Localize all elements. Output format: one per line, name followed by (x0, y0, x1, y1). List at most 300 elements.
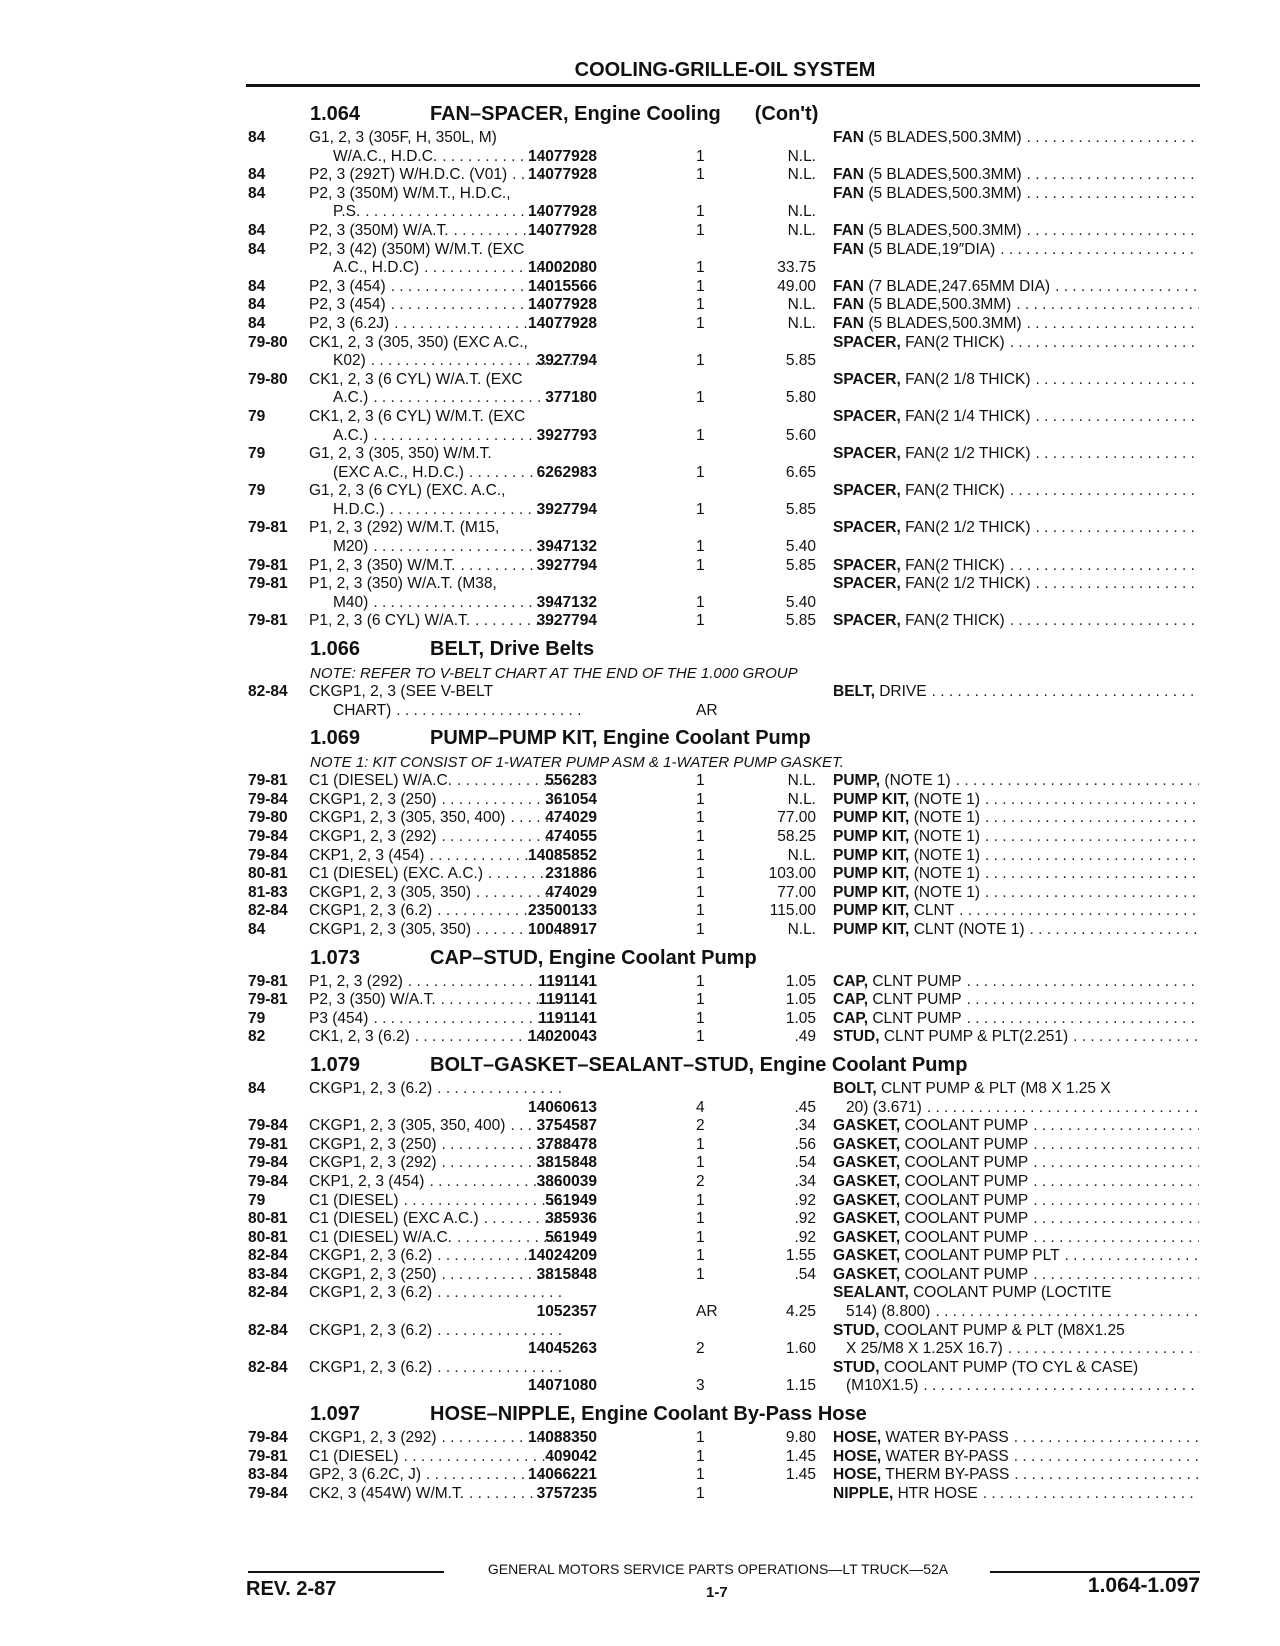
description-detail: COOLANT PUMP (904, 1135, 1029, 1153)
part-row (248, 1448, 1200, 1467)
section-range: 1.064-1.097 (1087, 1574, 1200, 1597)
part-number: 561949 (545, 1191, 597, 1209)
description (833, 1136, 1199, 1155)
description-line-text (833, 1359, 1138, 1378)
model-years: 82-84 (248, 1284, 288, 1302)
dot-leader (1028, 1136, 1199, 1155)
part-row (248, 902, 1200, 921)
dot-leader (1028, 1266, 1199, 1285)
description-detail: COOLANT PUMP & PLT (M8X1.25 (883, 1321, 1125, 1339)
description-line (833, 1340, 1199, 1359)
part-row (248, 991, 1200, 1010)
application-line-text: CKGP1, 2, 3 (6.2) (309, 1321, 433, 1339)
part-number: 385936 (545, 1210, 597, 1228)
part-number: 556283 (545, 772, 597, 790)
description-detail: (NOTE 1) (913, 809, 980, 827)
section-title-text: FAN–SPACER, Engine Cooling (430, 103, 721, 125)
description-detail: COOLANT PUMP (904, 1210, 1029, 1228)
application-line-text: P2, 3 (292T) W/H.D.C. (V01) (309, 166, 508, 184)
description (833, 683, 1199, 702)
dot-leader (403, 973, 561, 992)
application-line-text: C1 (DIESEL) W/A.C. (309, 1228, 452, 1246)
part-number: 14045263 (528, 1340, 597, 1358)
model-years: 81-83 (248, 883, 288, 901)
part-name: SPACER, (833, 333, 901, 351)
description-line-text (846, 1377, 918, 1396)
part-name: GASKET, (833, 1154, 901, 1172)
part-row (248, 828, 1200, 847)
description-line (833, 315, 1199, 334)
application-line-text: CKGP1, 2, 3 (292) (309, 828, 437, 845)
description-detail: CLNT PUMP (872, 1009, 962, 1027)
model-years: 84 (248, 166, 266, 184)
description-detail: COOLANT PUMP (TO CYL & CASE) (883, 1358, 1139, 1376)
quantity: 1 (696, 772, 705, 790)
quantity: 1 (696, 1191, 705, 1209)
part-row (248, 334, 1200, 371)
part-number: 3927793 (536, 426, 597, 444)
application-line-text: CKGP1, 2, 3 (6.2) (309, 1079, 433, 1097)
description-line-text (846, 1099, 922, 1118)
description-detail: (NOTE 1) (913, 865, 980, 883)
application-line-text: P.S. (333, 203, 361, 221)
model-years: 79-84 (248, 1172, 288, 1190)
description-detail: WATER BY-PASS (885, 1447, 1009, 1465)
description (833, 222, 1199, 241)
description-line-text (833, 973, 962, 992)
part-name: PUMP KIT, (833, 809, 910, 827)
application-line: P2, 3 (42) (350M) W/M.T. (EXC (309, 240, 525, 258)
part-name: STUD, (833, 1321, 880, 1339)
dot-leader (980, 828, 1199, 847)
model-years: 79 (248, 1009, 266, 1027)
description-line (833, 1247, 1199, 1266)
description-detail: WATER BY-PASS (885, 1429, 1009, 1447)
part-row (248, 884, 1200, 903)
model-years: 84 (248, 240, 266, 258)
price: .92 (794, 1191, 816, 1209)
part-row (248, 1229, 1200, 1248)
part-number: 14024209 (528, 1247, 597, 1265)
application-line-text: CKP1, 2, 3 (454) (309, 846, 425, 864)
part-name: BELT, (833, 683, 875, 701)
dot-leader (391, 702, 585, 721)
part-name: SPACER, (833, 370, 901, 388)
quantity: 1 (696, 1154, 705, 1172)
price: 1.15 (785, 1377, 816, 1395)
quantity: 1 (696, 277, 705, 295)
part-number: 474029 (545, 809, 597, 827)
description-line-text (833, 1010, 962, 1029)
description-line (833, 1136, 1199, 1155)
quantity: AR (696, 1303, 718, 1321)
description-line (833, 1429, 1199, 1448)
model-years: 79-81 (248, 575, 288, 593)
section-suffix: (Con't) (754, 103, 819, 125)
footer-publisher: GENERAL MOTORS SERVICE PARTS OPERATIONS—LT TRUCK—52A (487, 1561, 949, 1577)
model-years: 82-84 (248, 902, 288, 920)
description-detail: FAN(2 THICK) (905, 482, 1005, 500)
dot-leader (1028, 1192, 1199, 1211)
application-line: P1, 2, 3 (350) W/A.T. (M38, (309, 575, 497, 593)
description-line-text (833, 847, 980, 866)
dot-leader (1005, 612, 1199, 631)
dot-leader (980, 791, 1199, 810)
page-number: 1-7 (706, 1584, 728, 1601)
part-row (248, 1154, 1200, 1173)
quantity: 1 (696, 920, 705, 938)
application-line: P2, 3 (350M) W/M.T., H.D.C., (309, 184, 511, 202)
dot-leader (1031, 519, 1199, 538)
model-years: 79 (248, 1191, 266, 1209)
part-row (248, 222, 1200, 241)
dot-leader (432, 1284, 561, 1303)
model-years: 79-84 (248, 1429, 288, 1447)
price: 5.60 (785, 426, 816, 444)
dot-leader (980, 865, 1199, 884)
description-detail: COOLANT PUMP (904, 1191, 1029, 1209)
description-line (833, 902, 1199, 921)
part-number: 23500133 (528, 902, 597, 920)
description (833, 1322, 1199, 1359)
price: .54 (794, 1154, 816, 1172)
part-number: 1191141 (538, 991, 597, 1009)
application-line (309, 809, 561, 828)
dot-leader (1009, 1429, 1199, 1448)
model-years: 79-84 (248, 1154, 288, 1172)
part-number: 1052357 (536, 1303, 597, 1321)
description-detail: COOLANT PUMP (904, 1117, 1029, 1135)
application-line (309, 557, 561, 576)
model-years: 79-81 (248, 1135, 288, 1153)
part-row (248, 278, 1200, 297)
price: 103.00 (768, 865, 816, 883)
description-line (833, 129, 1199, 148)
quantity: 1 (696, 790, 705, 808)
quantity: 1 (696, 1135, 705, 1153)
quantity: 1 (696, 1210, 705, 1228)
description-line-text (833, 222, 1022, 241)
part-row (248, 241, 1200, 278)
application-line-text: P3 (454) (309, 1009, 369, 1027)
description-line-text (833, 791, 980, 810)
application-line-text: P2, 3 (454) (309, 296, 386, 314)
description-line-text (833, 809, 980, 828)
application-line (309, 1154, 561, 1173)
quantity: 1 (696, 991, 705, 1009)
dot-leader (995, 241, 1199, 260)
description (833, 1192, 1199, 1211)
part-number: 14015566 (528, 277, 597, 295)
price: .54 (794, 1265, 816, 1283)
part-name: FAN (833, 166, 864, 184)
part-number: 3947132 (536, 538, 597, 556)
description (833, 315, 1199, 334)
application-line-text: A.C.) (333, 389, 369, 407)
application-line (309, 865, 561, 884)
part-name: PUMP KIT, (833, 828, 910, 845)
description-line (833, 482, 1199, 501)
description-line (833, 166, 1199, 185)
description-line-text (833, 371, 1031, 390)
model-years: 79-81 (248, 519, 288, 537)
description (833, 973, 1199, 992)
description-line (833, 1080, 1199, 1099)
part-row (248, 445, 1200, 482)
quantity: 1 (696, 296, 705, 314)
application-line (309, 1485, 561, 1504)
part-name: GASKET, (833, 1210, 901, 1228)
quantity: 1 (696, 500, 705, 518)
part-number: 361054 (545, 790, 597, 808)
description-line (833, 557, 1199, 576)
description (833, 612, 1199, 631)
model-years: 79-84 (248, 828, 288, 845)
description (833, 1466, 1199, 1485)
model-years: 84 (248, 129, 266, 146)
part-number: 409042 (545, 1447, 597, 1465)
description (833, 371, 1199, 390)
footer-rule-right (990, 1571, 1200, 1573)
description (833, 296, 1199, 315)
description-line-text (833, 1210, 1028, 1229)
description-detail: COOLANT PUMP PLT (904, 1247, 1060, 1265)
part-name: PUMP, (833, 772, 881, 790)
quantity: 1 (696, 426, 705, 444)
part-row (248, 1247, 1200, 1266)
model-years: 80-81 (248, 865, 288, 883)
dot-leader (930, 1303, 1199, 1322)
description-detail: (NOTE 1) (913, 828, 980, 845)
description-line-text (833, 1322, 1125, 1341)
dot-leader (399, 1192, 561, 1211)
description-line-text (833, 772, 951, 791)
part-name: CAP, (833, 991, 869, 1009)
model-years: 79-80 (248, 333, 288, 351)
model-years: 79-84 (248, 1117, 288, 1135)
quantity: 1 (696, 883, 705, 901)
description-line-text (833, 445, 1031, 464)
part-row (248, 865, 1200, 884)
description-detail: (5 BLADES,500.3MM) (868, 166, 1022, 184)
price: 58.25 (777, 828, 816, 845)
part-name: SPACER, (833, 482, 901, 500)
description-line-text (833, 278, 1050, 297)
dot-leader (918, 1377, 1199, 1396)
model-years: 79-80 (248, 809, 288, 827)
price: 5.85 (785, 556, 816, 574)
description-detail: (7 BLADE,247.65MM DIA) (868, 277, 1051, 295)
description-line (833, 1210, 1199, 1229)
description-line-text (833, 1485, 978, 1504)
description-line-text (833, 519, 1031, 538)
description-detail: COOLANT PUMP (904, 1265, 1029, 1283)
part-name: PUMP KIT, (833, 865, 910, 883)
part-name: PUMP KIT, (833, 920, 910, 938)
dot-leader (1031, 445, 1199, 464)
section-title-text: CAP–STUD, Engine Coolant Pump (430, 946, 757, 969)
section-heading (248, 1051, 1200, 1080)
description-detail: (5 BLADES,500.3MM) (868, 221, 1022, 239)
part-number: 3815848 (536, 1265, 597, 1283)
dot-leader (1060, 1247, 1199, 1266)
section-number: 1.073 (310, 946, 361, 969)
application-line-text: CKGP1, 2, 3 (305, 350, 400) (309, 1117, 506, 1135)
price: .92 (794, 1210, 816, 1228)
price: 1.05 (785, 1009, 816, 1027)
dot-leader (951, 772, 1199, 791)
description-line-text (833, 1173, 1028, 1192)
quantity: 1 (696, 147, 705, 165)
application-line-text: P2, 3 (350M) W/A.T. (309, 221, 449, 239)
part-number: 14077928 (528, 166, 597, 184)
description (833, 1173, 1199, 1192)
quantity: 1 (696, 972, 705, 990)
application-line-text: P2, 3 (454) (309, 277, 386, 295)
description-detail: HTR HOSE (897, 1484, 978, 1502)
description-detail: FAN(2 1/4 THICK) (905, 407, 1031, 425)
description (833, 1080, 1199, 1117)
description-detail: (NOTE 1) (913, 883, 980, 901)
description-line (833, 809, 1199, 828)
part-number: 3947132 (536, 593, 597, 611)
dot-leader (1031, 575, 1199, 594)
description-line-text (833, 902, 954, 921)
dot-leader (432, 1080, 561, 1099)
application-line (309, 1136, 561, 1155)
price: 5.85 (785, 500, 816, 518)
dot-leader (1028, 1173, 1199, 1192)
part-name: SPACER, (833, 407, 901, 425)
description-line (833, 296, 1199, 315)
part-name: SPACER, (833, 575, 901, 593)
application-line-text: P1, 2, 3 (6 CYL) W/A.T. (309, 612, 471, 630)
part-row (248, 1322, 1200, 1359)
description (833, 828, 1199, 847)
application-line (309, 1173, 561, 1192)
application-line-text: CKGP1, 2, 3 (6.2) (309, 902, 433, 920)
model-years: 80-81 (248, 1210, 288, 1228)
description-line (833, 791, 1199, 810)
dot-leader (962, 973, 1199, 992)
price: 6.65 (785, 463, 816, 481)
description-line (833, 1266, 1199, 1285)
description-line (833, 865, 1199, 884)
model-years: 80-81 (248, 1228, 288, 1246)
description (833, 902, 1199, 921)
quantity: 1 (696, 389, 705, 407)
part-row (248, 1485, 1200, 1504)
price: N.L. (787, 203, 816, 221)
part-name: GASKET, (833, 1117, 901, 1135)
price: 5.40 (785, 538, 816, 556)
model-years: 79-84 (248, 1484, 288, 1502)
application-line: CKGP1, 2, 3 (SEE V-BELT (309, 683, 494, 701)
part-number: 3860039 (536, 1172, 597, 1190)
description-detail: 20) (3.671) (846, 1098, 922, 1116)
part-row (248, 1173, 1200, 1192)
part-name: GASKET, (833, 1228, 901, 1246)
description-line (833, 1173, 1199, 1192)
application-line-text: P1, 2, 3 (292) (309, 972, 403, 990)
description (833, 1485, 1199, 1504)
price: 1.45 (785, 1447, 816, 1465)
application-line-text: A.C.) (333, 426, 369, 444)
application-line: G1, 2, 3 (305F, H, 350L, M) (309, 129, 497, 146)
dot-leader (927, 683, 1199, 702)
description (833, 884, 1199, 903)
part-number: 14002080 (528, 259, 597, 277)
dot-leader (962, 1010, 1199, 1029)
application-line (309, 1028, 561, 1047)
description-line-text (833, 241, 995, 260)
section-title-text: PUMP–PUMP KIT, Engine Coolant Pump (430, 727, 811, 750)
dot-leader (922, 1099, 1199, 1118)
section-note: NOTE: REFER TO V-BELT CHART AT THE END OF THE 1.000 GROUP (310, 665, 798, 683)
price: 1.60 (785, 1340, 816, 1358)
application-line (309, 222, 561, 241)
application-line-text: GP2, 3 (6.2C, J) (309, 1466, 421, 1484)
dot-leader (1031, 371, 1199, 390)
description-line (833, 334, 1199, 353)
part-row (248, 772, 1200, 791)
price: .34 (794, 1172, 816, 1190)
description (833, 991, 1199, 1010)
description-line-text (833, 1284, 1111, 1303)
part-number: 14060613 (528, 1098, 597, 1116)
quantity: 1 (696, 1484, 705, 1502)
quantity: 1 (696, 1228, 705, 1246)
quantity: 2 (696, 1117, 705, 1135)
description-line-text (833, 921, 1025, 940)
description (833, 1154, 1199, 1173)
description-line-text (833, 1266, 1028, 1285)
description (833, 408, 1199, 427)
dot-leader (1028, 1117, 1199, 1136)
application-line (309, 772, 561, 791)
application-line: G1, 2, 3 (305, 350) W/M.T. (309, 445, 492, 463)
description-detail: THERM BY-PASS (885, 1466, 1010, 1484)
description-line-text (833, 683, 927, 702)
application-line-text: CKGP1, 2, 3 (305, 350) (309, 920, 471, 938)
description-line (833, 1377, 1199, 1396)
part-row (248, 315, 1200, 334)
part-name: SEALANT, (833, 1284, 909, 1302)
quantity: 3 (696, 1377, 705, 1395)
description-detail: CLNT (NOTE 1) (913, 920, 1025, 938)
description-line-text (833, 1448, 1009, 1467)
description-line-text (833, 1229, 1028, 1248)
dot-leader (1028, 1154, 1199, 1173)
part-number: 14020043 (528, 1028, 597, 1046)
price: N.L. (787, 846, 816, 864)
section-heading (248, 100, 1200, 129)
section-title (430, 100, 818, 129)
application-line (309, 1284, 561, 1303)
description-line (833, 575, 1199, 594)
section-title-text: BELT, Drive Belts (430, 638, 595, 661)
description-detail: FAN(2 1/8 THICK) (905, 370, 1031, 388)
model-years: 79-80 (248, 370, 288, 388)
dot-leader (1009, 1466, 1199, 1485)
application-line-text: CKP1, 2, 3 (454) (309, 1172, 425, 1190)
description-line-text (833, 185, 1022, 204)
part-number: 377180 (545, 389, 597, 407)
description (833, 847, 1199, 866)
description-line (833, 408, 1199, 427)
description-line-text (833, 1466, 1009, 1485)
dot-leader (1022, 315, 1199, 334)
